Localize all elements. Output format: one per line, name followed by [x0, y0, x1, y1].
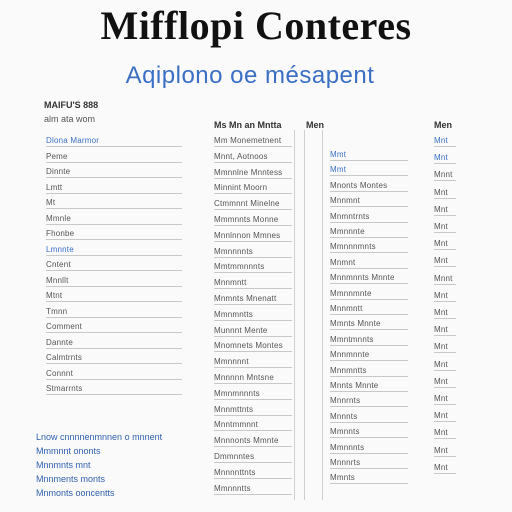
row-rule: [214, 304, 292, 305]
row-rule: [434, 146, 456, 147]
list-item: Mnt: [434, 187, 448, 197]
row-rule: [214, 430, 292, 431]
list-item: Mnmntrnts: [330, 211, 370, 221]
list-item: Mnnllt: [46, 275, 69, 285]
row-rule: [214, 320, 292, 321]
list-item: Mnt: [434, 462, 448, 472]
list-item: Mmntmnnts: [330, 334, 374, 344]
row-rule: [434, 180, 456, 181]
list-item: Mnonts Montes: [330, 180, 388, 190]
row-rule: [46, 379, 182, 380]
list-item: Stmarrnts: [46, 384, 83, 393]
list-item: Mnt: [434, 308, 448, 317]
document-subtitle: Aqiplono oe mésapent: [125, 62, 375, 89]
list-item: Mmnnnmnts: [330, 242, 376, 252]
list-item: Mnt: [434, 153, 448, 163]
row-rule: [46, 363, 182, 364]
row-rule: [214, 494, 292, 495]
row-rule: [330, 406, 408, 407]
row-rule: [214, 288, 292, 289]
list-item: Mnnnts: [330, 411, 358, 421]
list-item: Mnt: [434, 359, 448, 369]
row-rule: [46, 162, 182, 163]
row-rule: [214, 209, 292, 210]
row-rule: [214, 257, 292, 258]
row-rule: [46, 208, 182, 209]
row-rule: [214, 462, 292, 463]
row-rule: [214, 193, 292, 194]
list-item: Mnmnt: [330, 257, 356, 267]
list-item: Calmtrnts: [46, 353, 83, 362]
row-rule: [214, 351, 292, 352]
row-rule: [330, 360, 408, 361]
list-item: Mnnt: [434, 273, 453, 283]
row-rule: [330, 222, 408, 223]
row-rule: [330, 422, 408, 423]
row-rule: [46, 348, 182, 349]
list-item: Munnnt Mente: [214, 325, 268, 335]
column-divider: [304, 130, 305, 500]
list-item: Mnnmnnte: [330, 350, 370, 360]
row-rule: [330, 468, 408, 469]
row-rule: [46, 317, 182, 318]
row-rule: [214, 446, 292, 447]
row-rule: [434, 387, 456, 388]
row-rule: [330, 268, 408, 269]
list-item: Mnnnrts: [330, 458, 361, 467]
list-item: Mnt: [434, 239, 448, 249]
list-item: Mtnt: [46, 291, 63, 300]
list-item: Mmnle: [46, 213, 72, 223]
left-column-heading: MAIFU'S 888: [44, 100, 99, 110]
row-rule: [46, 193, 182, 194]
footer-line: Mnnmnts mnt: [36, 460, 91, 470]
list-item: Dinnte: [46, 167, 71, 176]
row-rule: [330, 237, 408, 238]
list-item: Dlona Marmor: [46, 136, 100, 145]
row-rule: [214, 272, 292, 273]
list-item: Mt: [46, 198, 56, 207]
row-rule: [434, 473, 456, 474]
row-rule: [330, 175, 408, 176]
list-item: Mmnnnnt: [214, 357, 249, 367]
list-item: Mmt: [330, 150, 347, 159]
row-rule: [330, 206, 408, 207]
list-item: Mmmnnts Monne: [214, 215, 279, 224]
list-item: Mnnnnn Mntsne: [214, 373, 274, 382]
list-item: Mnt: [434, 342, 448, 352]
row-rule: [214, 178, 292, 179]
list-item: Mnt: [434, 445, 448, 455]
list-item: Mnt: [434, 428, 448, 438]
row-rule: [330, 376, 408, 377]
row-rule: [46, 177, 182, 178]
list-item: Mmt: [330, 165, 347, 175]
row-rule: [46, 301, 182, 302]
list-item: Mnnmntts: [330, 365, 367, 375]
row-rule: [46, 146, 182, 147]
list-item: Dannte: [46, 337, 73, 347]
list-item: Mmnnntts: [214, 483, 251, 493]
row-rule: [434, 335, 456, 336]
row-rule: [434, 370, 456, 371]
list-item: Mnnmnt: [330, 196, 361, 206]
list-item: Mnnnonts Mmnte: [214, 436, 279, 446]
row-rule: [214, 478, 292, 479]
list-item: Mnt: [434, 222, 448, 231]
list-item: Mm Monemetnent: [214, 136, 282, 145]
row-rule: [434, 421, 456, 422]
list-item: Mmnts: [330, 473, 355, 483]
list-item: Comment: [46, 322, 83, 331]
row-rule: [434, 404, 456, 405]
row-rule: [214, 336, 292, 337]
column-divider: [294, 130, 295, 500]
list-item: Lmnnte: [46, 244, 74, 254]
list-item: Mnnmnnts Mnnte: [330, 273, 395, 283]
column-divider: [322, 130, 323, 500]
row-rule: [46, 286, 182, 287]
row-rule: [46, 394, 182, 395]
footer-line: Mnmonts ooncentts: [36, 488, 115, 498]
list-item: Mnt: [434, 376, 448, 386]
list-item: Mnomnets Montes: [214, 341, 283, 351]
left-column-subheading: alm ata wom: [44, 114, 96, 124]
footer-line: Mnnments monts: [36, 474, 106, 484]
row-rule: [214, 146, 292, 147]
row-rule: [330, 160, 408, 161]
list-item: Mnt: [434, 325, 448, 335]
list-item: Mnt: [434, 204, 448, 214]
row-rule: [46, 239, 182, 240]
row-rule: [46, 270, 182, 271]
row-rule: [330, 453, 408, 454]
row-rule: [330, 314, 408, 315]
list-item: Mmnts Mnnte: [330, 319, 381, 329]
list-item: Mnt: [434, 290, 448, 300]
list-item: Mnmnts Mnenatt: [214, 294, 277, 303]
list-item: Mmnmntts: [214, 309, 253, 319]
list-item: Fhonbe: [46, 229, 75, 238]
row-rule: [330, 391, 408, 392]
row-rule: [434, 318, 456, 319]
list-item: Mnt: [434, 394, 448, 403]
document-title: Mifflopi Conteres: [100, 3, 412, 48]
list-item: Mnnmntt: [330, 304, 363, 313]
row-rule: [330, 283, 408, 284]
row-rule: [434, 163, 456, 164]
list-item: Mnt: [434, 136, 448, 145]
list-item: Mmnnnnts: [214, 246, 253, 256]
list-item: Mmnnts: [330, 427, 360, 437]
list-item: Mnt: [434, 411, 448, 421]
row-rule: [46, 224, 182, 225]
list-item: Lmtt: [46, 182, 63, 192]
list-item: Mmnnnts: [330, 442, 365, 452]
row-rule: [214, 415, 292, 416]
list-item: Mnnmttnts: [214, 404, 254, 414]
row-rule: [330, 483, 408, 484]
row-rule: [434, 456, 456, 457]
row-rule: [214, 225, 292, 226]
list-item: Mmtmmnnnts: [214, 262, 265, 272]
row-rule: [46, 332, 182, 333]
list-item: Dmmnntes: [214, 452, 255, 461]
list-item: Cntent: [46, 260, 71, 269]
list-item: Mmnmnnnts: [214, 388, 260, 398]
middle-column-heading: Ms Mn an Mntta: [214, 120, 282, 130]
list-item: Mnnt: [434, 170, 453, 180]
list-item: Tmnn: [46, 306, 68, 316]
row-rule: [434, 438, 456, 439]
row-rule: [434, 352, 456, 353]
row-rule: [434, 232, 456, 233]
list-item: Mnt: [434, 256, 448, 266]
row-rule: [46, 255, 182, 256]
list-item: Mnntmmnnt: [214, 420, 259, 430]
row-rule: [214, 241, 292, 242]
footer-line: Mmmnnt ononts: [36, 446, 101, 456]
row-rule: [330, 437, 408, 438]
row-rule: [434, 266, 456, 267]
list-item: Mnnrnts: [330, 396, 361, 406]
list-item: Mmnnlne Mnntess: [214, 167, 283, 177]
row-rule: [434, 301, 456, 302]
row-rule: [434, 198, 456, 199]
right-column-heading: Men: [306, 120, 324, 130]
list-item: Mnnt, Aotnoos: [214, 151, 268, 161]
row-rule: [434, 249, 456, 250]
list-item: Mnnmntt: [214, 278, 247, 288]
list-item: Mnnts Mnnte: [330, 381, 379, 390]
row-rule: [214, 399, 292, 400]
list-item: Mnnlnnon Mmnes: [214, 230, 281, 240]
row-rule: [434, 215, 456, 216]
row-rule: [330, 252, 408, 253]
list-item: Minnint Moorn: [214, 183, 268, 193]
row-rule: [214, 383, 292, 384]
list-item: Peme: [46, 151, 68, 161]
row-rule: [214, 162, 292, 163]
list-item: Connnt: [46, 368, 73, 378]
list-item: Mmnnnte: [330, 227, 365, 236]
row-rule: [434, 284, 456, 285]
list-item: Ctmmnnt Minelne: [214, 199, 280, 209]
row-rule: [330, 329, 408, 330]
far-right-column-heading: Men: [434, 120, 452, 130]
list-item: Mnnnnttnts: [214, 467, 256, 477]
row-rule: [330, 299, 408, 300]
row-rule: [214, 367, 292, 368]
footer-line: Lnow cnnnnenmnnen o mnnent: [36, 432, 163, 442]
list-item: Mmnnmnte: [330, 288, 372, 298]
row-rule: [330, 191, 408, 192]
row-rule: [330, 345, 408, 346]
